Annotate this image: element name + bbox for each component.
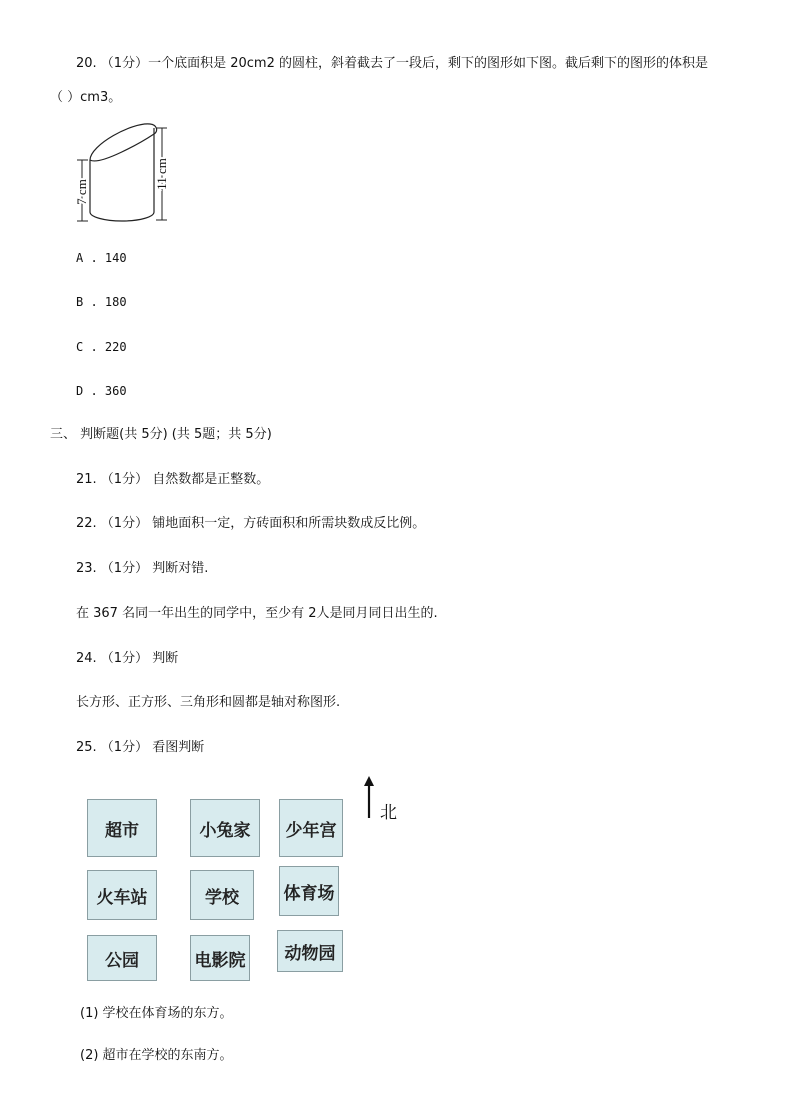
q21-stem: 21. （1分） 自然数都是正整数。 [76,472,270,487]
q20-option-b[interactable]: B . 180 [76,295,127,309]
q24-body: 长方形、正方形、三角形和圆都是轴对称图形. [76,695,341,710]
q20-option-d[interactable]: D . 360 [76,384,127,398]
q20-option-a[interactable]: A . 140 [76,251,127,265]
place-stadium: 体育场 [279,866,339,916]
place-supermarket: 超市 [87,799,157,857]
place-cinema: 电影院 [190,935,250,981]
q23-body: 在 367 名同一年出生的同学中，至少有 2人是同月同日出生的. [76,606,438,621]
north-label: 北 [380,803,397,823]
q25-sub1: (1) 学校在体育场的东方。 [80,1006,233,1021]
q25-sub2: (2) 超市在学校的东南方。 [80,1048,233,1063]
q20-stem-line1: 20. （1分）一个底面积是 20cm2 的圆柱，斜着截去了一段后，剩下的图形如下图。截后剩下的图形的体积是 [76,56,708,71]
section-heading: 三、 判断题(共 5分) (共 5题；共 5分) [50,427,272,442]
place-rabbit-home: 小兔家 [190,799,260,857]
north-arrow-icon [362,776,376,820]
place-zoo: 动物园 [277,930,343,972]
place-train-station: 火车站 [87,870,157,920]
q20-option-c[interactable]: C . 220 [76,340,127,354]
q20-stem-line2: （ ）cm3。 [50,90,122,105]
place-school: 学校 [190,870,254,920]
place-park: 公园 [87,935,157,981]
q24-title: 24. （1分） 判断 [76,651,179,666]
height-label-7cm: 7 cm [74,179,89,205]
q22-stem: 22. （1分） 铺地面积一定，方砖面积和所需块数成反比例。 [76,516,426,531]
q25-title: 25. （1分） 看图判断 [76,740,205,755]
cylinder-figure [72,120,202,230]
height-label-11cm: 11 cm [154,158,169,190]
q23-title: 23. （1分） 判断对错. [76,561,209,576]
place-youth-palace: 少年宫 [279,799,343,857]
